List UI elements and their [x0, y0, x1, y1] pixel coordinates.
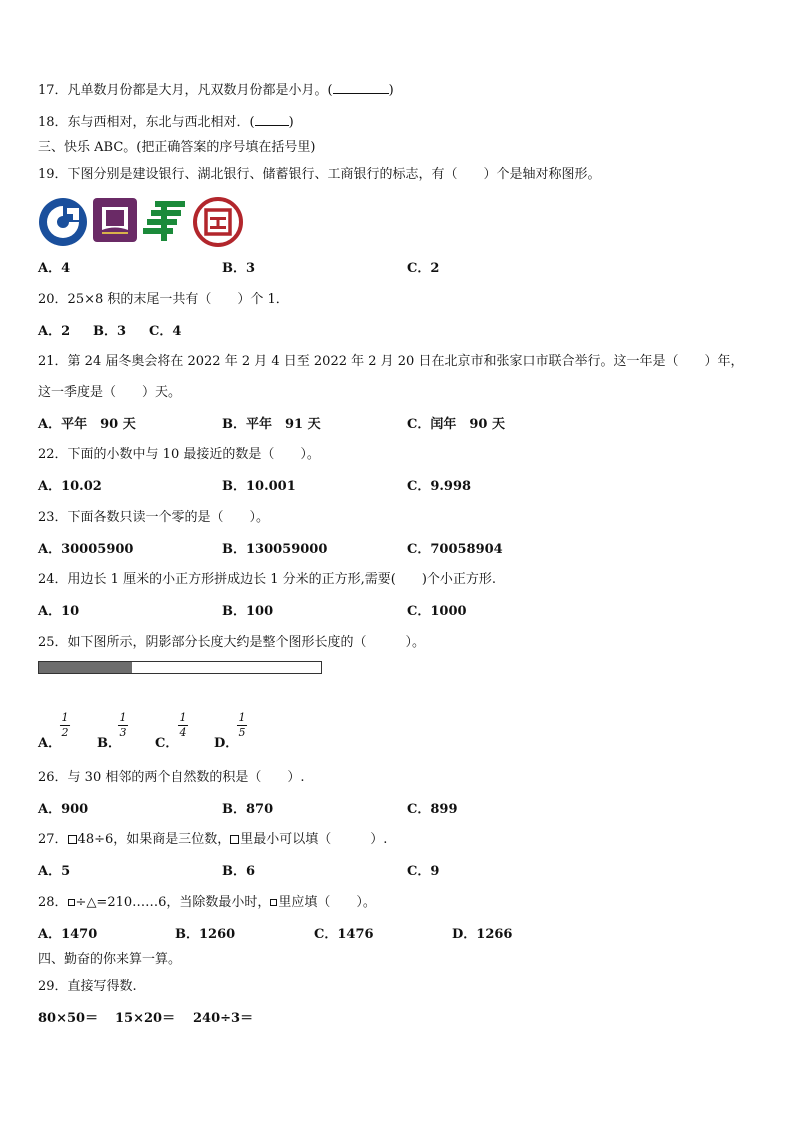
shaded-portion — [39, 662, 132, 673]
option-b[interactable]: B．100 — [222, 604, 274, 619]
option-b[interactable]: B．3 — [93, 324, 127, 339]
answer-blank[interactable] — [255, 125, 289, 126]
question-18-close: ) — [288, 115, 294, 130]
option-c[interactable]: C．9.998 — [407, 479, 472, 494]
option-d[interactable]: D．1266 — [452, 927, 513, 942]
question-26-text: 26．与 30 相邻的两个自然数的积是（ ）. — [38, 770, 305, 785]
answer-blank[interactable] — [333, 93, 389, 94]
option-c[interactable]: C．闰年 90 天 — [407, 417, 505, 432]
option-d-fraction — [235, 712, 249, 739]
option-c-fraction — [176, 712, 190, 739]
question-18-text: 18．东与西相对，东北与西北相对．( — [38, 115, 255, 130]
option-c[interactable]: C．70058904 — [407, 542, 503, 557]
icbc-logo-icon — [193, 197, 243, 247]
box-placeholder-icon — [230, 835, 239, 844]
option-c[interactable]: C．2 — [407, 261, 440, 276]
small-box-placeholder-icon — [270, 899, 277, 906]
question-27-text-2: 里最小可以填（ ）. — [240, 832, 388, 847]
option-c[interactable]: C．9 — [407, 864, 440, 879]
question-23-text: 23．下面各数只读一个零的是（ ）。 — [38, 510, 270, 525]
option-b-label[interactable]: B． — [97, 736, 121, 751]
option-b[interactable]: B．870 — [222, 802, 274, 817]
section-4-heading: 四、勤奋的你来算一算。 — [38, 952, 182, 967]
calc-item: 15×20＝ — [115, 1011, 176, 1026]
question-18 — [38, 115, 294, 131]
calc-item: 80×50＝ — [38, 1011, 99, 1026]
question-28 — [38, 895, 376, 911]
option-c[interactable]: C．899 — [407, 802, 458, 817]
denominator: 3 — [119, 726, 127, 739]
question-17-close: ) — [388, 83, 394, 98]
option-a[interactable]: A．4 — [38, 261, 71, 276]
denominator: 4 — [179, 726, 187, 739]
question-17 — [38, 83, 394, 99]
denominator: 5 — [238, 726, 246, 739]
option-b[interactable]: B．10.001 — [222, 479, 296, 494]
question-19-text: 19．下图分别是建设银行、湖北银行、储蓄银行、工商银行的标志，有（ ）个是轴对称图形。 — [38, 167, 601, 182]
question-28-text-2: 里应填（ ）。 — [278, 895, 376, 910]
question-21-text-line2: 这一季度是（ ）天。 — [38, 385, 182, 400]
small-box-placeholder-icon — [68, 899, 75, 906]
option-a[interactable]: A．10 — [38, 604, 80, 619]
question-24-text: 24．用边长 1 厘米的小正方形拼成边长 1 分米的正方形,需要( )个小正方形. — [38, 572, 497, 587]
question-21-text-line1: 21．第 24 届冬奥会将在 2022 年 2 月 4 日至 2022 年 2 月 20 日在北京市和张家口市联合举行。这一年是（ ）年， — [38, 354, 744, 369]
option-c[interactable]: C．1476 — [314, 927, 374, 942]
question-22-text: 22．下面的小数中与 10 最接近的数是（ ）。 — [38, 447, 320, 462]
option-a[interactable]: A．900 — [38, 802, 89, 817]
option-c[interactable]: C．4 — [149, 324, 182, 339]
option-d-label[interactable]: D． — [214, 736, 239, 751]
option-a-fraction — [58, 712, 72, 739]
option-a[interactable]: A．10.02 — [38, 479, 102, 494]
numerator: 1 — [119, 711, 127, 724]
option-b[interactable]: B．3 — [222, 261, 256, 276]
denominator: 2 — [61, 726, 69, 739]
question-20-text: 20．25×8 积的末尾一共有（ ）个 1． — [38, 292, 289, 307]
question-28-text: ÷△=210……6，当除数最小时， — [75, 895, 271, 910]
option-b[interactable]: B．平年 91 天 — [222, 417, 321, 432]
option-c[interactable]: C．1000 — [407, 604, 467, 619]
ccb-logo-icon — [38, 197, 88, 247]
option-b[interactable]: B．130059000 — [222, 542, 328, 557]
numerator: 1 — [179, 711, 187, 724]
numerator: 1 — [61, 711, 69, 724]
option-a[interactable]: A．5 — [38, 864, 71, 879]
question-17-text: 17．凡单数月份都是大月，凡双数月份都是小月。( — [38, 83, 333, 98]
option-a[interactable]: A．1470 — [38, 927, 98, 942]
option-a[interactable]: A．平年 90 天 — [38, 417, 136, 432]
question-28-number: 28． — [38, 895, 68, 910]
calc-item: 240÷3＝ — [193, 1011, 254, 1026]
option-b[interactable]: B．6 — [222, 864, 256, 879]
option-a-label[interactable]: A． — [38, 736, 62, 751]
hubei-bank-logo-icon — [92, 197, 138, 243]
option-c-label[interactable]: C． — [155, 736, 179, 751]
option-a[interactable]: A．30005900 — [38, 542, 134, 557]
option-b-fraction — [116, 712, 130, 739]
length-bar — [38, 661, 322, 674]
numerator: 1 — [238, 711, 246, 724]
question-25-text: 25．如下图所示，阴影部分长度大约是整个图形长度的（ ）。 — [38, 635, 426, 650]
question-29-text: 29．直接写得数. — [38, 979, 137, 994]
section-3-heading: 三、快乐 ABC。(把正确答案的序号填在括号里) — [38, 140, 316, 155]
question-27-number: 27． — [38, 832, 68, 847]
box-placeholder-icon — [68, 835, 77, 844]
question-27-text: 48÷6，如果商是三位数， — [77, 832, 231, 847]
option-b[interactable]: B．1260 — [175, 927, 236, 942]
option-a[interactable]: A．2 — [38, 324, 71, 339]
postal-savings-logo-icon — [141, 197, 189, 245]
question-27 — [38, 832, 387, 848]
